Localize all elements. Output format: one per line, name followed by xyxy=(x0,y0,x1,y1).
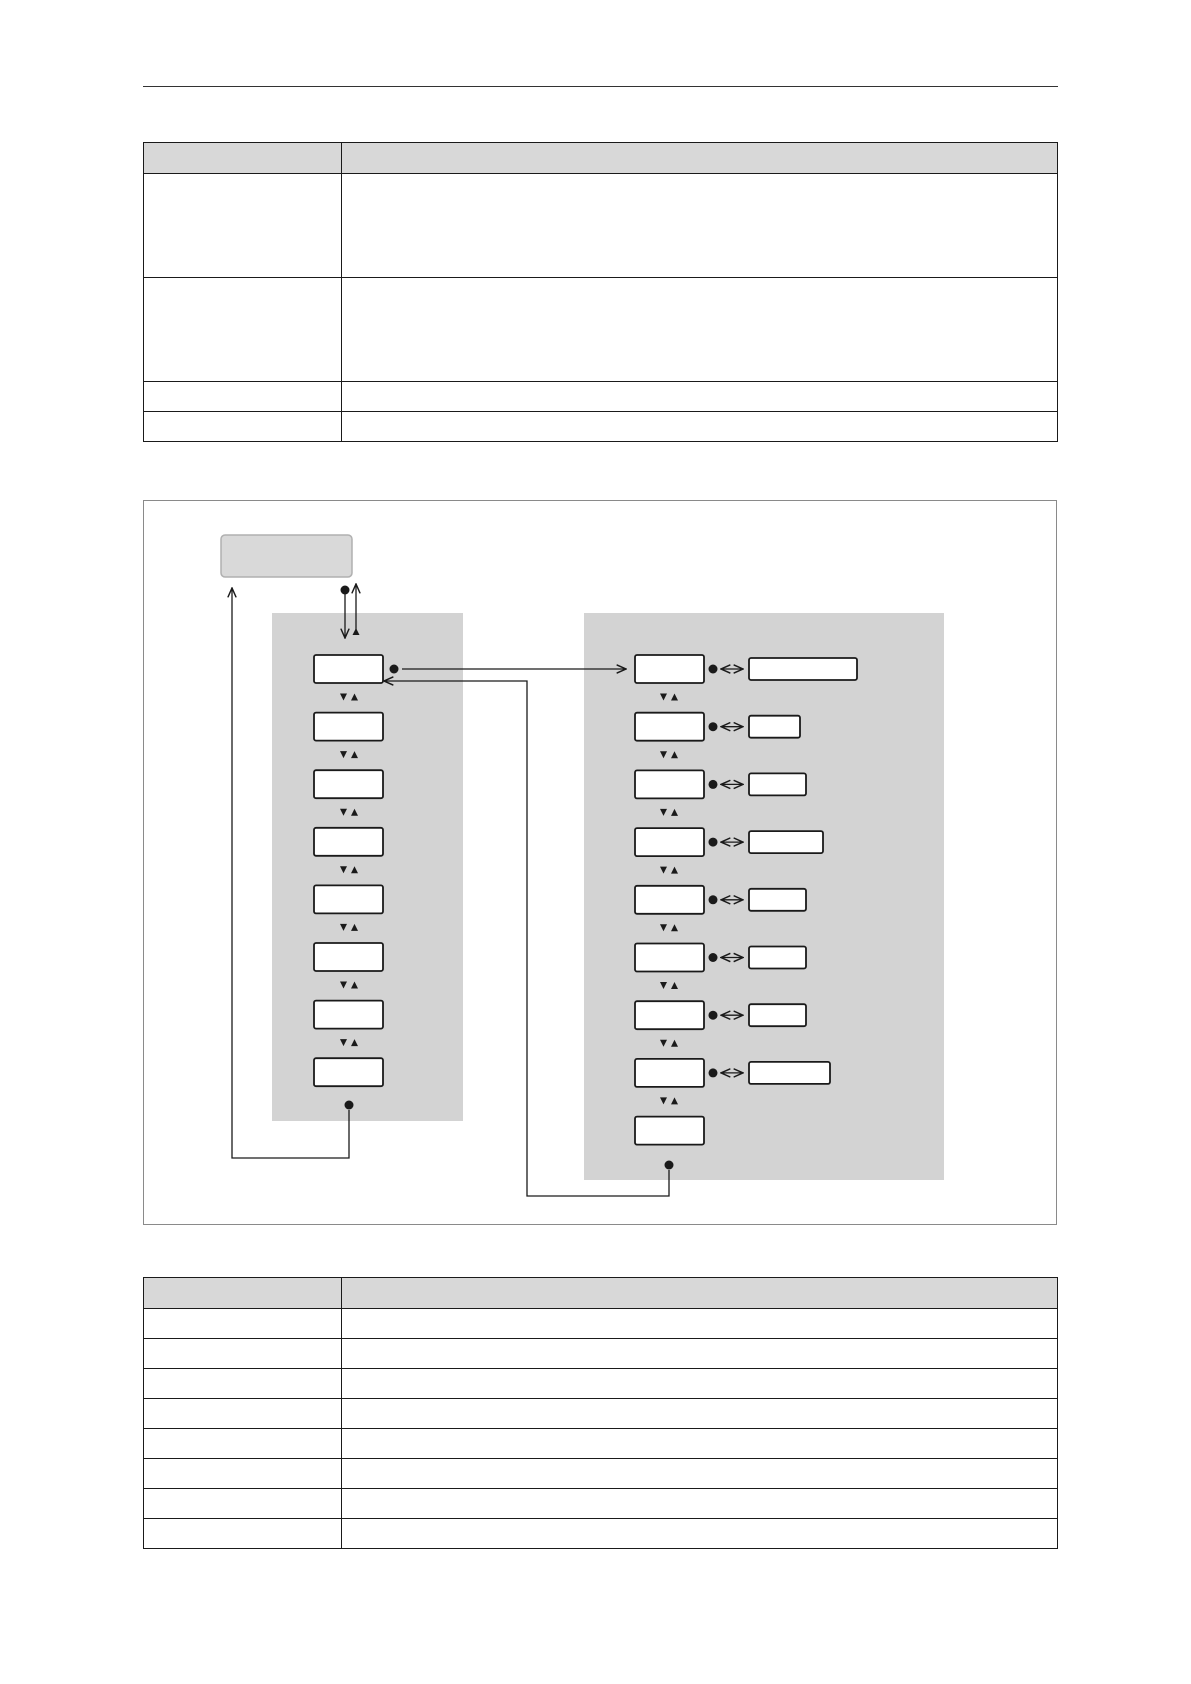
value-box xyxy=(749,1004,806,1026)
table-header-row xyxy=(144,143,1058,174)
submenu-item-box xyxy=(635,1001,704,1029)
table-row xyxy=(144,382,1058,412)
table-header-row xyxy=(144,1278,1058,1309)
value-box xyxy=(749,947,806,969)
table-cell xyxy=(144,1429,342,1459)
header-rule xyxy=(143,86,1058,87)
table-cell xyxy=(342,1399,1058,1429)
menu-item-box xyxy=(314,713,383,741)
submenu-exit-dot xyxy=(665,1161,674,1170)
menu-item-box xyxy=(314,943,383,971)
table-cell xyxy=(342,1309,1058,1339)
submenu-item-box xyxy=(635,1059,704,1087)
table-cell xyxy=(144,1399,342,1429)
edit-dot xyxy=(709,953,718,962)
submenu-item-box xyxy=(635,713,704,741)
table-row xyxy=(144,1459,1058,1489)
value-box xyxy=(749,889,806,911)
menu-item-box xyxy=(314,1058,383,1086)
table-cell xyxy=(342,1429,1058,1459)
table-cell xyxy=(342,174,1058,278)
table-cell xyxy=(144,1339,342,1369)
table-row xyxy=(144,1429,1058,1459)
table-cell xyxy=(144,278,342,382)
parameter-table-bottom xyxy=(143,1277,1058,1549)
table-cell xyxy=(144,382,342,412)
table-row xyxy=(144,1339,1058,1369)
table-header-cell xyxy=(144,1278,342,1309)
table-cell xyxy=(144,1489,342,1519)
table-row xyxy=(144,1519,1058,1549)
value-box xyxy=(749,716,800,738)
edit-dot xyxy=(709,1068,718,1077)
table-cell xyxy=(342,278,1058,382)
table-cell xyxy=(144,1369,342,1399)
value-box xyxy=(749,773,806,795)
table-row xyxy=(144,174,1058,278)
table-row xyxy=(144,1369,1058,1399)
table-header-cell xyxy=(144,143,342,174)
edit-dot xyxy=(709,665,718,674)
table-cell xyxy=(144,1519,342,1549)
table-cell xyxy=(342,1489,1058,1519)
menu-flow-svg xyxy=(144,501,1058,1226)
table-cell xyxy=(342,382,1058,412)
table-cell xyxy=(342,1369,1058,1399)
menu-flow-diagram xyxy=(143,500,1057,1225)
value-box xyxy=(749,1062,830,1084)
menu-item-box xyxy=(314,1001,383,1029)
parameter-table-top xyxy=(143,142,1058,442)
submenu-item-box xyxy=(635,655,704,683)
menu-item-box xyxy=(314,828,383,856)
edit-dot xyxy=(709,838,718,847)
table-cell xyxy=(144,174,342,278)
submenu-item-box xyxy=(635,770,704,798)
table-row xyxy=(144,1399,1058,1429)
main-menu-panel xyxy=(272,613,463,1121)
submenu-item-box xyxy=(635,886,704,914)
submenu-item-box xyxy=(635,1117,704,1145)
edit-dot xyxy=(709,780,718,789)
value-box xyxy=(749,658,857,680)
menu-exit-dot xyxy=(345,1101,354,1110)
table-row xyxy=(144,1489,1058,1519)
table-header-cell xyxy=(342,143,1058,174)
submenu-enter-dot xyxy=(390,665,399,674)
submenu-item-box xyxy=(635,944,704,972)
table-cell xyxy=(342,1459,1058,1489)
table-cell xyxy=(342,412,1058,442)
table-cell xyxy=(342,1339,1058,1369)
table-header-cell xyxy=(342,1278,1058,1309)
value-box xyxy=(749,831,823,853)
table-cell xyxy=(342,1519,1058,1549)
edit-dot xyxy=(709,1011,718,1020)
menu-item-box xyxy=(314,770,383,798)
table-row xyxy=(144,412,1058,442)
edit-dot xyxy=(709,722,718,731)
edit-dot xyxy=(709,895,718,904)
table-row xyxy=(144,278,1058,382)
table-row xyxy=(144,1309,1058,1339)
table-cell xyxy=(144,1309,342,1339)
menu-item-box xyxy=(314,885,383,913)
menu-item-box xyxy=(314,655,383,683)
table-cell xyxy=(144,1459,342,1489)
submenu-item-box xyxy=(635,828,704,856)
enter-dot xyxy=(341,586,350,595)
start-box xyxy=(221,535,352,577)
table-cell xyxy=(144,412,342,442)
